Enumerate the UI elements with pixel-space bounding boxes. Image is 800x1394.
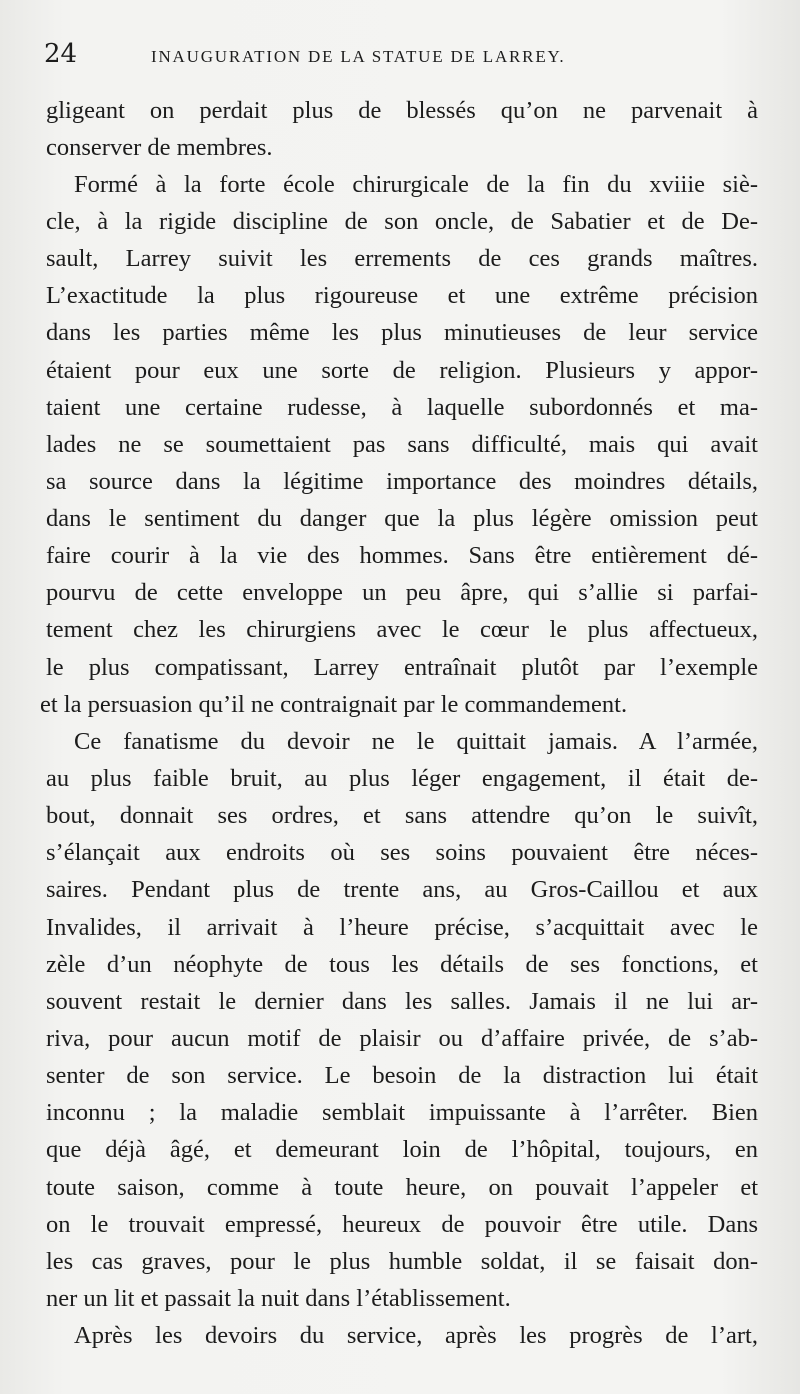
- text-line: saires. Pendant plus de trente ans, au Gros-Caillou et aux: [46, 876, 758, 903]
- text-line: conserver de membres.: [46, 134, 273, 161]
- text-line: on le trouvait empressé, heureux de pouvoir être utile. Dans: [46, 1211, 758, 1238]
- text-line: que déjà âgé, et demeurant loin de l’hôpital, toujours, en: [46, 1136, 758, 1163]
- text-line: faire courir à la vie des hommes. Sans être entièrement dé-: [46, 542, 758, 569]
- text-line: souvent restait le dernier dans les salles. Jamais il ne lui ar-: [46, 988, 758, 1015]
- text-line: taient une certaine rudesse, à laquelle subordonnés et ma-: [46, 394, 758, 421]
- text-line: dans le sentiment du danger que la plus légère omission peut: [46, 505, 758, 532]
- running-title: INAUGURATION DE LA STATUE DE LARREY.: [151, 47, 566, 66]
- text-line: senter de son service. Le besoin de la distraction lui était: [46, 1062, 758, 1089]
- text-line: au plus faible bruit, au plus léger engagement, il était de-: [46, 765, 758, 792]
- text-line: Invalides, il arrivait à l’heure précise, s’acquittait avec le: [46, 914, 758, 941]
- text-line: Après les devoirs du service, après les progrès de l’art,: [74, 1322, 758, 1349]
- text-line: sault, Larrey suivit les errements de ces grands maîtres.: [46, 245, 758, 272]
- page-number: 24: [44, 39, 78, 69]
- text-line: Formé à la forte école chirurgicale de la fin du xviiie siè-: [74, 171, 758, 198]
- text-line: riva, pour aucun motif de plaisir ou d’affaire privée, de s’ab-: [46, 1025, 758, 1052]
- text-line: s’élançait aux endroits où ses soins pouvaient être néces-: [46, 839, 758, 866]
- text-line: pourvu de cette enveloppe un peu âpre, qui s’allie si parfai-: [46, 579, 758, 606]
- text-line: cle, à la rigide discipline de son oncle, de Sabatier et de De-: [46, 208, 758, 235]
- text-line: tement chez les chirurgiens avec le cœur le plus affectueux,: [46, 616, 758, 643]
- text-line: sa source dans la légitime importance des moindres détails,: [46, 468, 758, 495]
- text-line: les cas graves, pour le plus humble soldat, il se faisait don-: [46, 1248, 758, 1275]
- text-line: ner un lit et passait la nuit dans l’établissement.: [46, 1285, 511, 1312]
- text-line: zèle d’un néophyte de tous les détails de ses fonctions, et: [46, 951, 758, 978]
- text-line: inconnu ; la maladie semblait impuissante à l’arrêter. Bien: [46, 1099, 758, 1126]
- text-line: lades ne se soumettaient pas sans difficulté, mais qui avait: [46, 431, 758, 458]
- text-line: gligeant on perdait plus de blessés qu’on ne parvenait à: [46, 97, 758, 124]
- text-line: dans les parties même les plus minutieuses de leur service: [46, 319, 758, 346]
- text-line: Ce fanatisme du devoir ne le quittait jamais. A l’armée,: [74, 728, 758, 755]
- text-line: L’exactitude la plus rigoureuse et une extrême précision: [46, 282, 758, 309]
- text-line: et la persuasion qu’il ne contraignait par le commandement.: [40, 691, 628, 718]
- text-line: toute saison, comme à toute heure, on pouvait l’appeler et: [46, 1174, 758, 1201]
- text-line: le plus compatissant, Larrey entraînait plutôt par l’exemple: [46, 654, 758, 681]
- text-line: étaient pour eux une sorte de religion. Plusieurs y appor-: [46, 357, 758, 384]
- text-line: bout, donnait ses ordres, et sans attendre qu’on le suivît,: [46, 802, 758, 829]
- page-header: [44, 34, 764, 74]
